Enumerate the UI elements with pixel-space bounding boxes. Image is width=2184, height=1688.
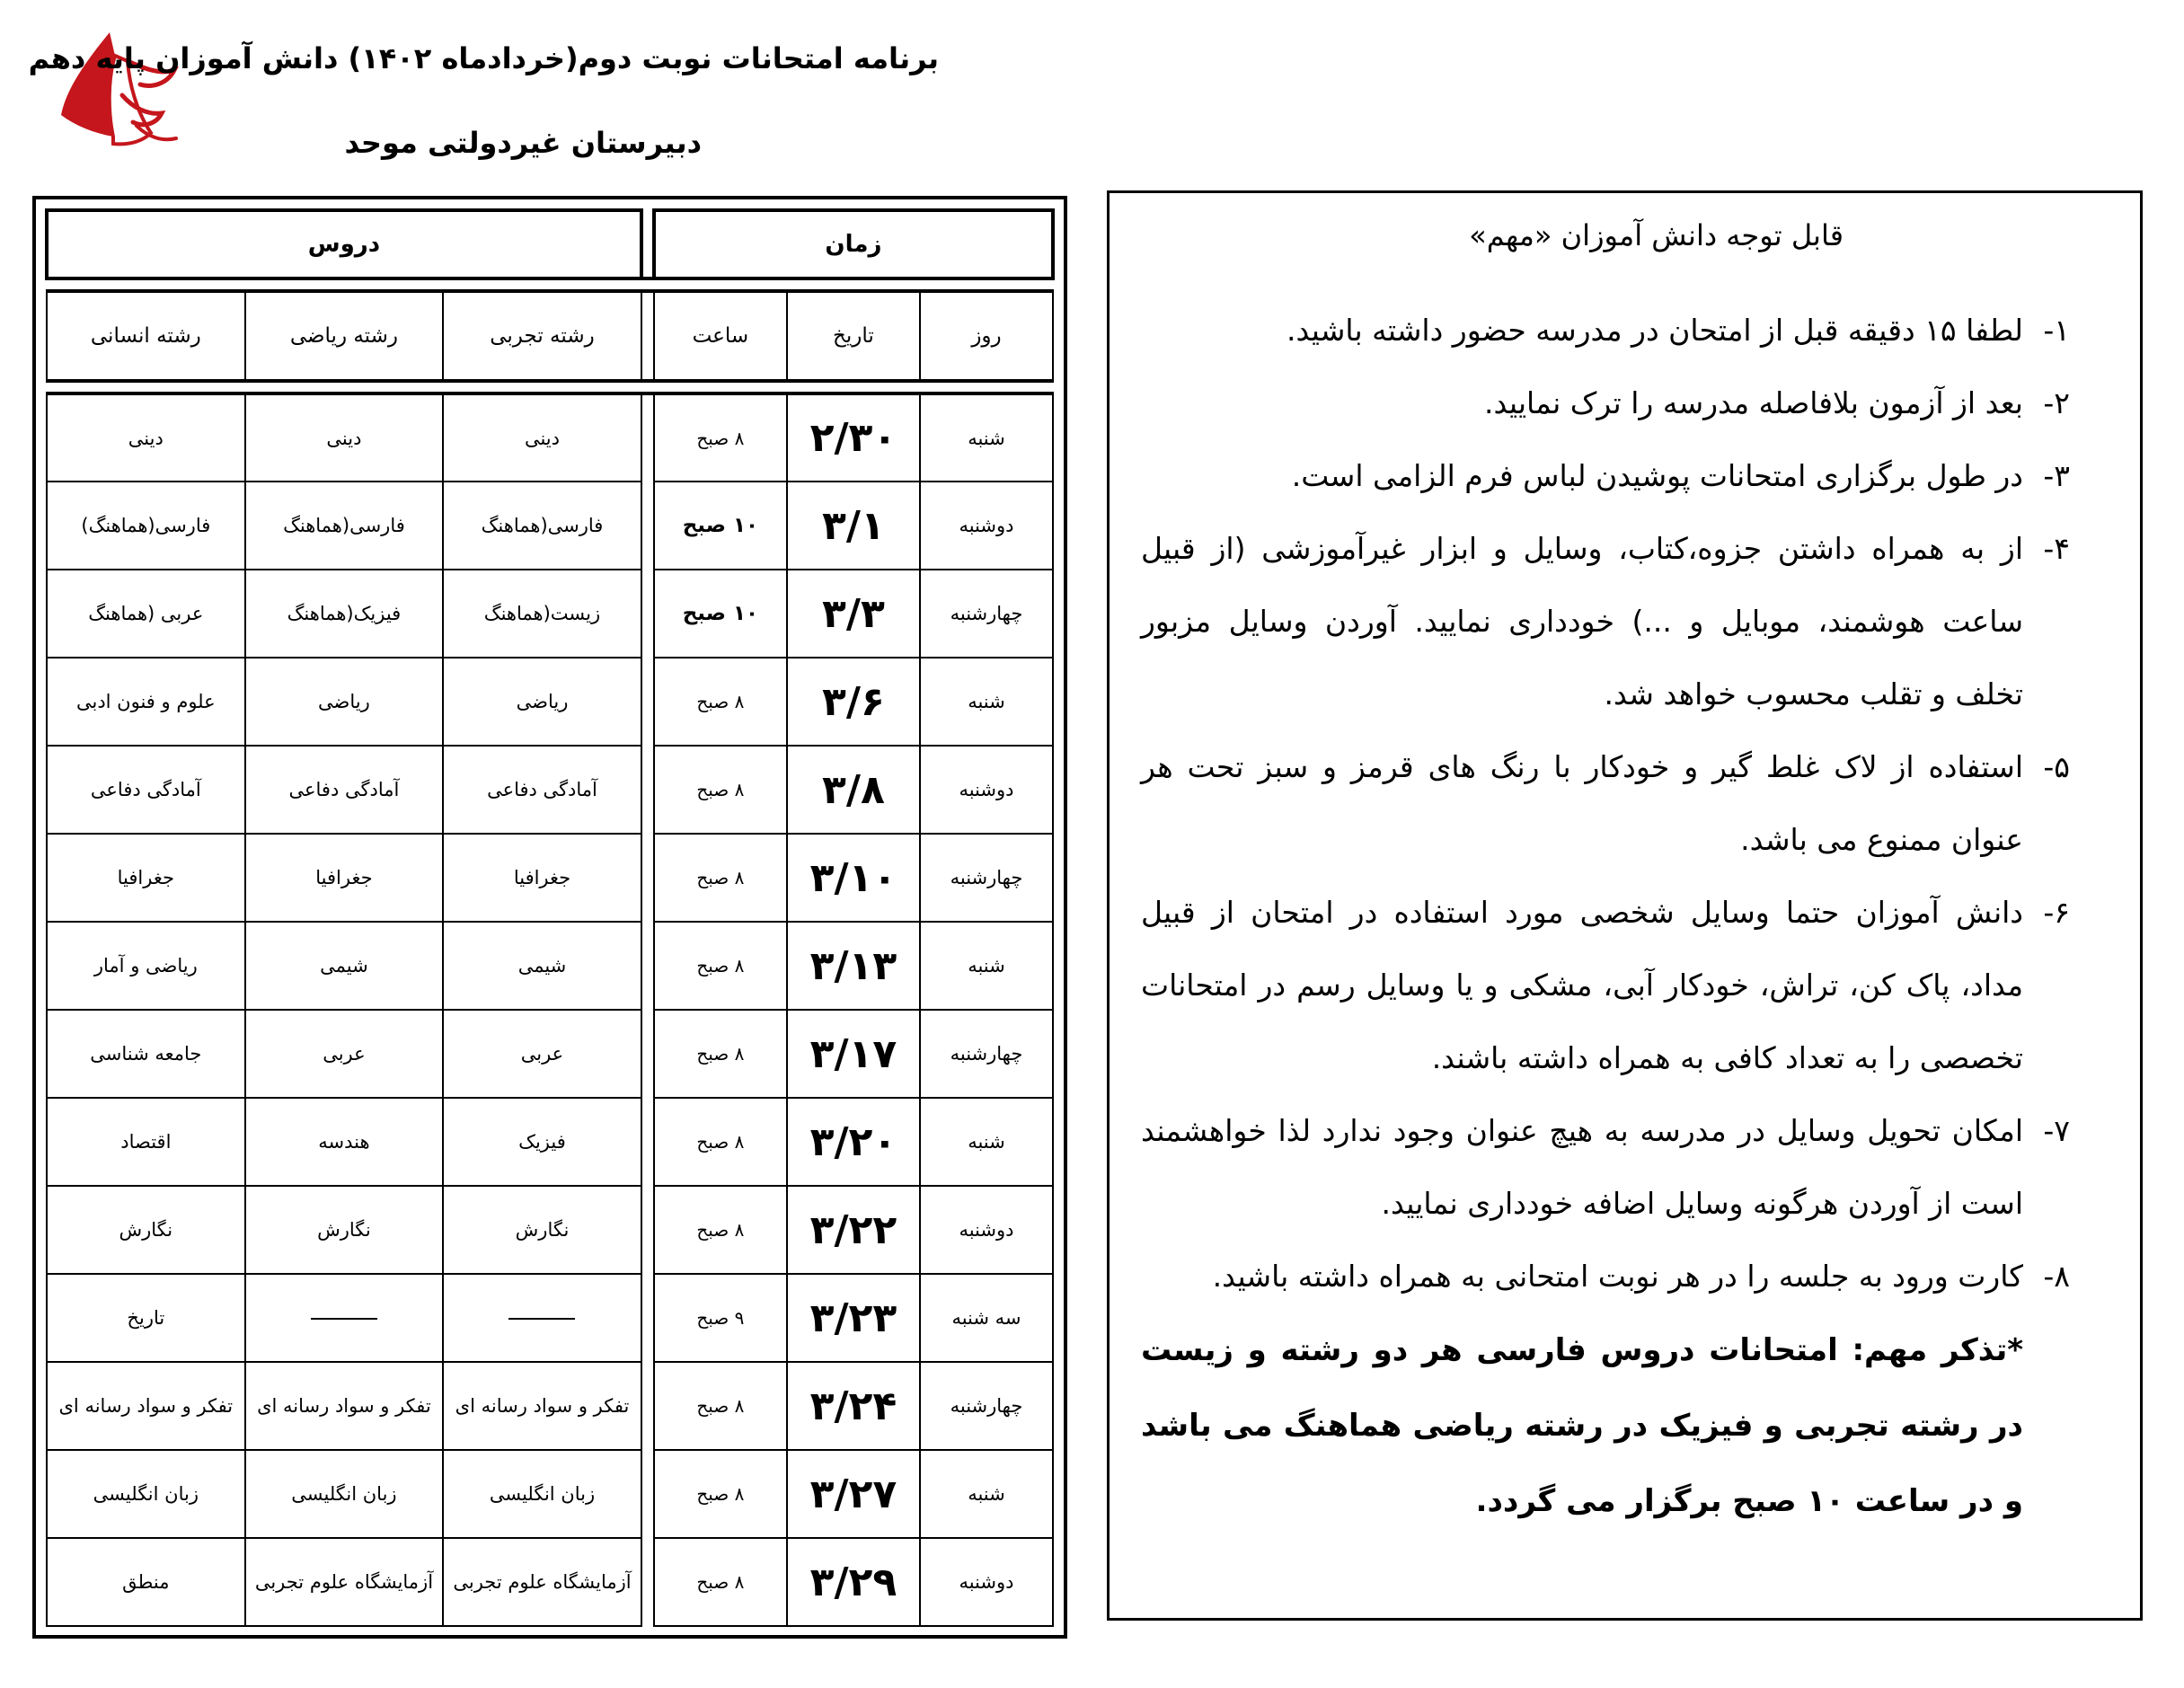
column-gap [641,1186,654,1274]
time-cell: ۸ صبح [654,922,787,1010]
date-cell: ۳/۱ [787,482,920,570]
experimental-subject-cell: عربی [443,1010,641,1098]
column-gap [641,570,654,658]
note-number: ۳- [2043,458,2070,493]
math-subject-cell: ریاضی [245,658,444,746]
experimental-subject-cell: زبان انگلیسی [443,1450,641,1538]
note-item [1141,294,2070,367]
important-reminder: *تذکر مهم: امتحانات دروس فارسی هر دو رشته و زیست در رشته تجربی و فیزیک در رشته ریاضی هماهنگ می باشد و در ساعت ۱۰ صبح برگزار می گردد. [1141,1332,2023,1519]
day-cell: شنبه [920,393,1053,482]
notes-list [1141,294,2070,1539]
table-row [47,482,1053,570]
column-gap [641,1098,654,1186]
humanities-subject-cell: فارسی(هماهنگ) [47,482,245,570]
experimental-subject-cell [443,1274,641,1362]
column-gap [641,393,654,482]
math-subject-cell: فارسی(هماهنگ [245,482,444,570]
humanities-subject-cell: جامعه شناسی [47,1010,245,1098]
note-text: در طول برگزاری امتحانات پوشیدن لباس فرم الزامی است. [1291,458,2023,493]
note-number: ۸- [2043,1259,2070,1294]
day-cell: شنبه [920,922,1053,1010]
humanities-subject-cell: اقتصاد [47,1098,245,1186]
time-cell: ۱۰ صبح [654,482,787,570]
note-number: ۵- [2043,749,2070,784]
table-row [47,1010,1053,1098]
table-row [47,1450,1053,1538]
notes-title: قابل توجه دانش آموزان «مهم» [1469,218,1844,252]
table-row [47,570,1053,658]
date-cell: ۳/۲۴ [787,1362,920,1450]
humanities-subject-cell: آمادگی دفاعی [47,746,245,834]
experimental-subject-cell: فارسی(هماهنگ [443,482,641,570]
table-row [47,658,1053,746]
important-notes-panel [1107,190,2143,1621]
humanities-subject-cell: جغرافیا [47,834,245,922]
math-subject-cell: آمادگی دفاعی [245,746,444,834]
math-subject-cell: شیمی [245,922,444,1010]
note-text: امکان تحویل وسایل در مدرسه به هیچ عنوان وجود ندارد لذا خواهشمند است از آوردن هرگونه وسایل اضافه خودداری نمایید. [1141,1113,2023,1221]
date-cell: ۳/۲۷ [787,1450,920,1538]
table-row [47,746,1053,834]
note-text: استفاده از لاک غلط گیر و خودکار با رنگ های قرمز و سبز تحت هر عنوان ممنوع می باشد. [1141,749,2023,857]
day-cell: دوشنبه [920,482,1053,570]
note-text: لطفا ۱۵ دقیقه قبل از امتحان در مدرسه حضور داشته باشید. [1286,313,2023,348]
note-text: دانش آموزان حتما وسایل شخصی مورد استفاده در امتحان از قبیل مداد، پاک کن، تراش، خودکار آبی، مشکی و یا وسایل رسم در امتحانات تخصصی را به تعداد کافی به همراه داشته باشند. [1141,895,2023,1075]
column-gap [641,746,654,834]
experimental-subject-cell: آمادگی دفاعی [443,746,641,834]
note-text: کارت ورود به جلسه را در هر نوبت امتحانی به همراه داشته باشید. [1212,1259,2023,1294]
note-text: بعد از آزمون بلافاصله مدرسه را ترک نمایید. [1484,385,2023,420]
math-subject-cell [245,1274,444,1362]
math-subject-cell: فیزیک(هماهنگ [245,570,444,658]
note-item [1141,876,2070,1094]
humanities-subject-cell: دینی [47,393,245,482]
time-cell: ۹ صبح [654,1274,787,1362]
column-gap [641,658,654,746]
experimental-subject-cell: فیزیک [443,1098,641,1186]
note-number: ۱- [2043,313,2070,348]
time-cell: ۸ صبح [654,834,787,922]
table-row [47,1274,1053,1362]
note-item [1141,1094,2070,1240]
experimental-subject-cell: جغرافیا [443,834,641,922]
column-gap [641,922,654,1010]
date-cell: ۳/۲۲ [787,1186,920,1274]
note-item [1141,439,2070,512]
date-cell: ۳/۸ [787,746,920,834]
day-cell: دوشنبه [920,746,1053,834]
experimental-subject-cell: ریاضی [443,658,641,746]
table-row [47,393,1053,482]
column-gap [641,1274,654,1362]
day-cell: دوشنبه [920,1538,1053,1626]
column-gap [641,1538,654,1626]
humanities-column-header: رشته انسانی [47,291,245,381]
day-cell: شنبه [920,658,1053,746]
subjects-group-header: دروس [47,210,641,278]
note-number: ۲- [2043,385,2070,420]
date-cell: ۲/۳۰ [787,393,920,482]
time-column-header: ساعت [654,291,787,381]
time-cell: ۸ صبح [654,1186,787,1274]
math-subject-cell: عربی [245,1010,444,1098]
date-cell: ۳/۱۳ [787,922,920,1010]
note-item [1141,1240,2070,1312]
day-cell: چهارشنبه [920,1010,1053,1098]
empty-dash [311,1318,377,1320]
day-cell: چهارشنبه [920,1362,1053,1450]
exam-schedule-table [32,196,1067,1639]
humanities-subject-cell: علوم و فنون ادبی [47,658,245,746]
day-cell: سه شنبه [920,1274,1053,1362]
experimental-subject-cell: شیمی [443,922,641,1010]
humanities-subject-cell: زبان انگلیسی [47,1450,245,1538]
table-row [47,1098,1053,1186]
experimental-column-header: رشته تجربی [443,291,641,381]
time-cell: ۸ صبح [654,746,787,834]
note-number: ۶- [2043,895,2070,930]
column-gap [641,1010,654,1098]
table-row [47,1186,1053,1274]
math-subject-cell: جغرافیا [245,834,444,922]
table-row [47,1362,1053,1450]
date-cell: ۳/۱۷ [787,1010,920,1098]
note-number: ۴- [2043,531,2070,566]
humanities-subject-cell: عربی (هماهنگ [47,570,245,658]
humanities-subject-cell: تاریخ [47,1274,245,1362]
experimental-subject-cell: نگارش [443,1186,641,1274]
time-cell: ۸ صبح [654,1098,787,1186]
math-subject-cell: نگارش [245,1186,444,1274]
experimental-subject-cell: تفکر و سواد رسانه ای [443,1362,641,1450]
time-cell: ۸ صبح [654,1450,787,1538]
column-gap [641,291,654,381]
humanities-subject-cell: نگارش [47,1186,245,1274]
date-cell: ۳/۶ [787,658,920,746]
date-cell: ۳/۲۹ [787,1538,920,1626]
day-cell: چهارشنبه [920,834,1053,922]
date-cell: ۳/۱۰ [787,834,920,922]
date-cell: ۳/۳ [787,570,920,658]
note-item [1141,367,2070,439]
time-cell: ۱۰ صبح [654,570,787,658]
day-column-header: روز [920,291,1053,381]
column-gap [641,834,654,922]
date-column-header: تاریخ [787,291,920,381]
math-subject-cell: دینی [245,393,444,482]
time-cell: ۸ صبح [654,1362,787,1450]
humanities-subject-cell: منطق [47,1538,245,1626]
time-cell: ۸ صبح [654,393,787,482]
day-cell: شنبه [920,1450,1053,1538]
math-subject-cell: زبان انگلیسی [245,1450,444,1538]
note-number: ۷- [2043,1113,2070,1148]
math-column-header: رشته ریاضی [245,291,444,381]
date-cell: ۳/۲۰ [787,1098,920,1186]
day-cell: دوشنبه [920,1186,1053,1274]
school-name: دبیرستان غیردولتی موحد [344,126,702,160]
experimental-subject-cell: آزمایشگاه علوم تجربی [443,1538,641,1626]
column-gap [641,482,654,570]
table-row [47,1538,1053,1626]
math-subject-cell: تفکر و سواد رسانه ای [245,1362,444,1450]
note-item [1141,512,2070,730]
column-gap [641,210,654,278]
math-subject-cell: آزمایشگاه علوم تجربی [245,1538,444,1626]
experimental-subject-cell: دینی [443,393,641,482]
note-item [1141,730,2070,876]
column-gap [641,1450,654,1538]
day-cell: چهارشنبه [920,570,1053,658]
humanities-subject-cell: تفکر و سواد رسانه ای [47,1362,245,1450]
page-title: برنامه امتحانات نوبت دوم(خردادماه ۱۴۰۲) دانش آموزان پایه دهم [28,41,939,75]
time-cell: ۸ صبح [654,658,787,746]
table-row [47,922,1053,1010]
time-cell: ۸ صبح [654,1010,787,1098]
time-cell: ۸ صبح [654,1538,787,1626]
empty-dash [508,1318,575,1320]
math-subject-cell: هندسه [245,1098,444,1186]
date-cell: ۳/۲۳ [787,1274,920,1362]
experimental-subject-cell: زیست(هماهنگ [443,570,641,658]
day-cell: شنبه [920,1098,1053,1186]
humanities-subject-cell: ریاضی و آمار [47,922,245,1010]
column-gap [641,1362,654,1450]
time-group-header: زمان [654,210,1053,278]
note-text: از به همراه داشتن جزوه،کتاب، وسایل و ابزار غیرآموزشی (از قبیل ساعت هوشمند، موبایل و ...) خودداری نمایید. آوردن وسایل مزبور تخلف و تقلب محسوب خواهد شد. [1141,531,2023,711]
table-row [47,834,1053,922]
